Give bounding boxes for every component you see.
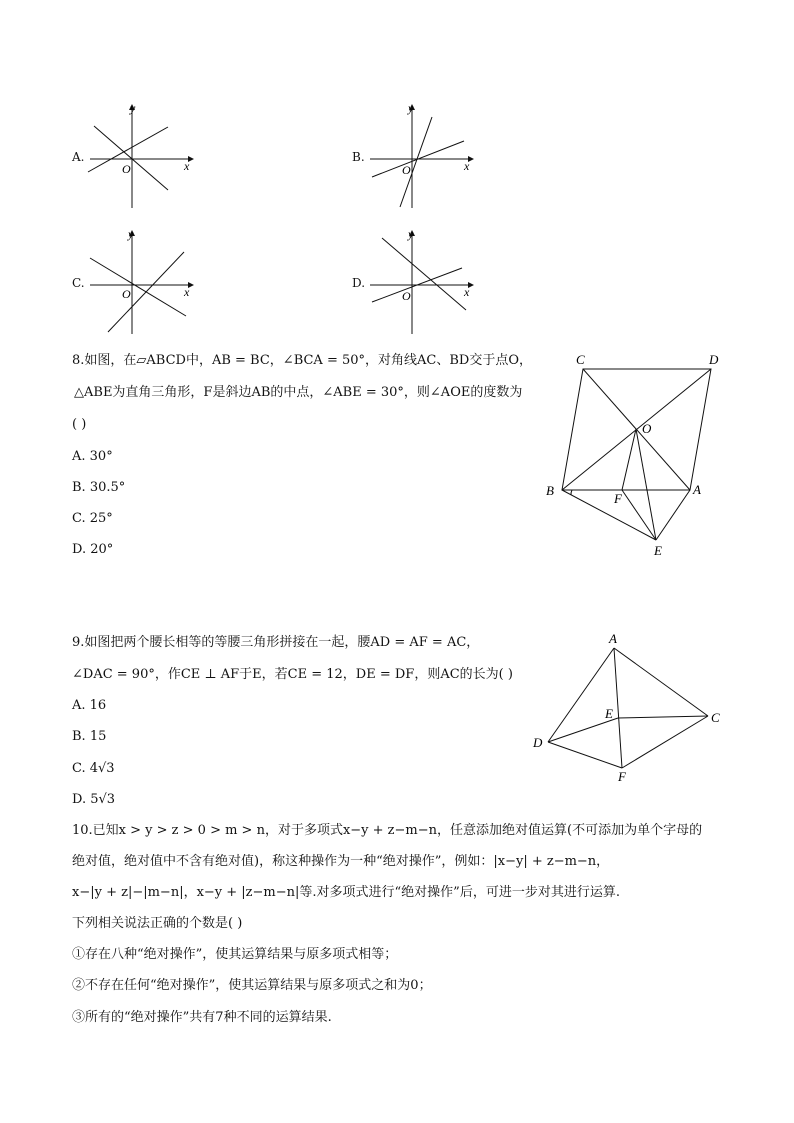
q9-fig-label-c: C [711, 710, 720, 725]
graph-c-plot [60, 226, 210, 338]
q9-text-1: 如图把两个腰长相等的等腰三角形拼接在一起，腰AD = AF = AC， [84, 635, 480, 650]
graph-c-y-label: y [128, 227, 134, 241]
graph-c-x-label: x [184, 285, 190, 299]
choice-graph-c[interactable] [60, 226, 210, 338]
q8-figure [536, 348, 736, 563]
choice-graph-b[interactable] [340, 100, 490, 212]
q8-line-1 [72, 352, 532, 370]
graph-b-origin-label: O [402, 163, 411, 177]
q8-fig-label-c: C [576, 352, 585, 367]
graph-d-origin-label: O [402, 289, 411, 303]
q8-paren: ( ) [72, 417, 87, 432]
q10-line-3: x−|y + z|−|m−n|，x−y + |z−m−n|等.对多项式进行“绝对操作”后，可进一步对其进行运算. [72, 885, 620, 900]
q9-option-d[interactable]: D. 5√3 [72, 792, 116, 807]
q10-item-2: ②不存在任何“绝对操作”，使其运算结果与原多项式之和为0； [72, 978, 432, 993]
q9-option-c[interactable]: C. 4√3 [72, 761, 115, 776]
q9-figure [530, 628, 730, 784]
q9-fig-label-f: F [618, 769, 626, 784]
q8-option-a[interactable]: A. 30° [72, 449, 113, 464]
q9-fig-label-e: E [605, 706, 613, 721]
q10-item-1: ①存在八种“绝对操作”，使其运算结果与原多项式相等； [72, 947, 398, 962]
q8-option-c[interactable]: C. 25° [72, 511, 113, 526]
graph-d-x-label: x [464, 285, 470, 299]
choice-graph-a[interactable] [60, 100, 210, 212]
q9-option-b[interactable]: B. 15 [72, 729, 107, 744]
q10-item-3: ③所有的“绝对操作”共有7种不同的运算结果. [72, 1010, 332, 1025]
q8-fig-label-a: A [693, 482, 701, 497]
graph-a-x-label: x [184, 159, 190, 173]
q8-option-b[interactable]: B. 30.5° [72, 480, 126, 495]
graph-a-origin-label: O [122, 162, 131, 176]
graph-b-x-label: x [464, 159, 470, 173]
q9-fig-label-a: A [609, 631, 617, 646]
q9-option-a[interactable]: A. 16 [72, 698, 107, 713]
q9-line-1 [72, 634, 479, 652]
q10-line-4: 下列相关说法正确的个数是( ) [72, 916, 243, 931]
graph-d-y-label: y [408, 227, 414, 241]
q8-number: 8. [72, 353, 85, 368]
graph-b-plot [340, 100, 490, 212]
graph-d-plot [340, 226, 490, 338]
graph-a-y-label: y [130, 101, 136, 115]
q10-line-1: 10.已知x > y > z > 0 > m > n，对于多项式x−y + z−m−n，任意添加绝对值运算(不可添加为单个字母的 [72, 823, 703, 838]
q8-line-2: △ABE为直角三角形，F是斜边AB的中点，∠ABE = 30°，则∠AOE的度数为 [74, 385, 523, 400]
graph-b-y-label: y [408, 101, 414, 115]
choice-b-label: B. [352, 150, 365, 164]
q8-fig-label-b: B [546, 483, 554, 498]
q9-line-2: ∠DAC = 90°，作CE ⊥ AF于E，若CE = 12，DE = DF，则AC的长为( ) [72, 667, 513, 682]
q9-number: 9. [72, 635, 85, 650]
q8-fig-label-f: F [614, 491, 622, 506]
choice-graph-d[interactable] [340, 226, 490, 338]
q8-option-d[interactable]: D. 20° [72, 542, 114, 557]
graph-c-origin-label: O [122, 287, 131, 301]
q8-text-1: 如图，在▱ABCD中，AB = BC，∠BCA = 50°，对角线AC、BD交于点O， [84, 353, 532, 368]
graph-a-plot [60, 100, 210, 212]
q8-fig-label-o: O [642, 421, 652, 436]
choice-d-label: D. [352, 276, 366, 290]
q10-line-2: 绝对值，绝对值中不含有绝对值)，称这种操作为一种“绝对操作”，例如：|x−y| + z−m−n， [72, 854, 610, 869]
q9-fig-label-d: D [533, 735, 543, 750]
q8-fig-label-d: D [709, 352, 719, 367]
choice-c-label: C. [72, 276, 85, 290]
q8-fig-label-e: E [654, 543, 662, 558]
choice-a-label: A. [72, 150, 85, 164]
